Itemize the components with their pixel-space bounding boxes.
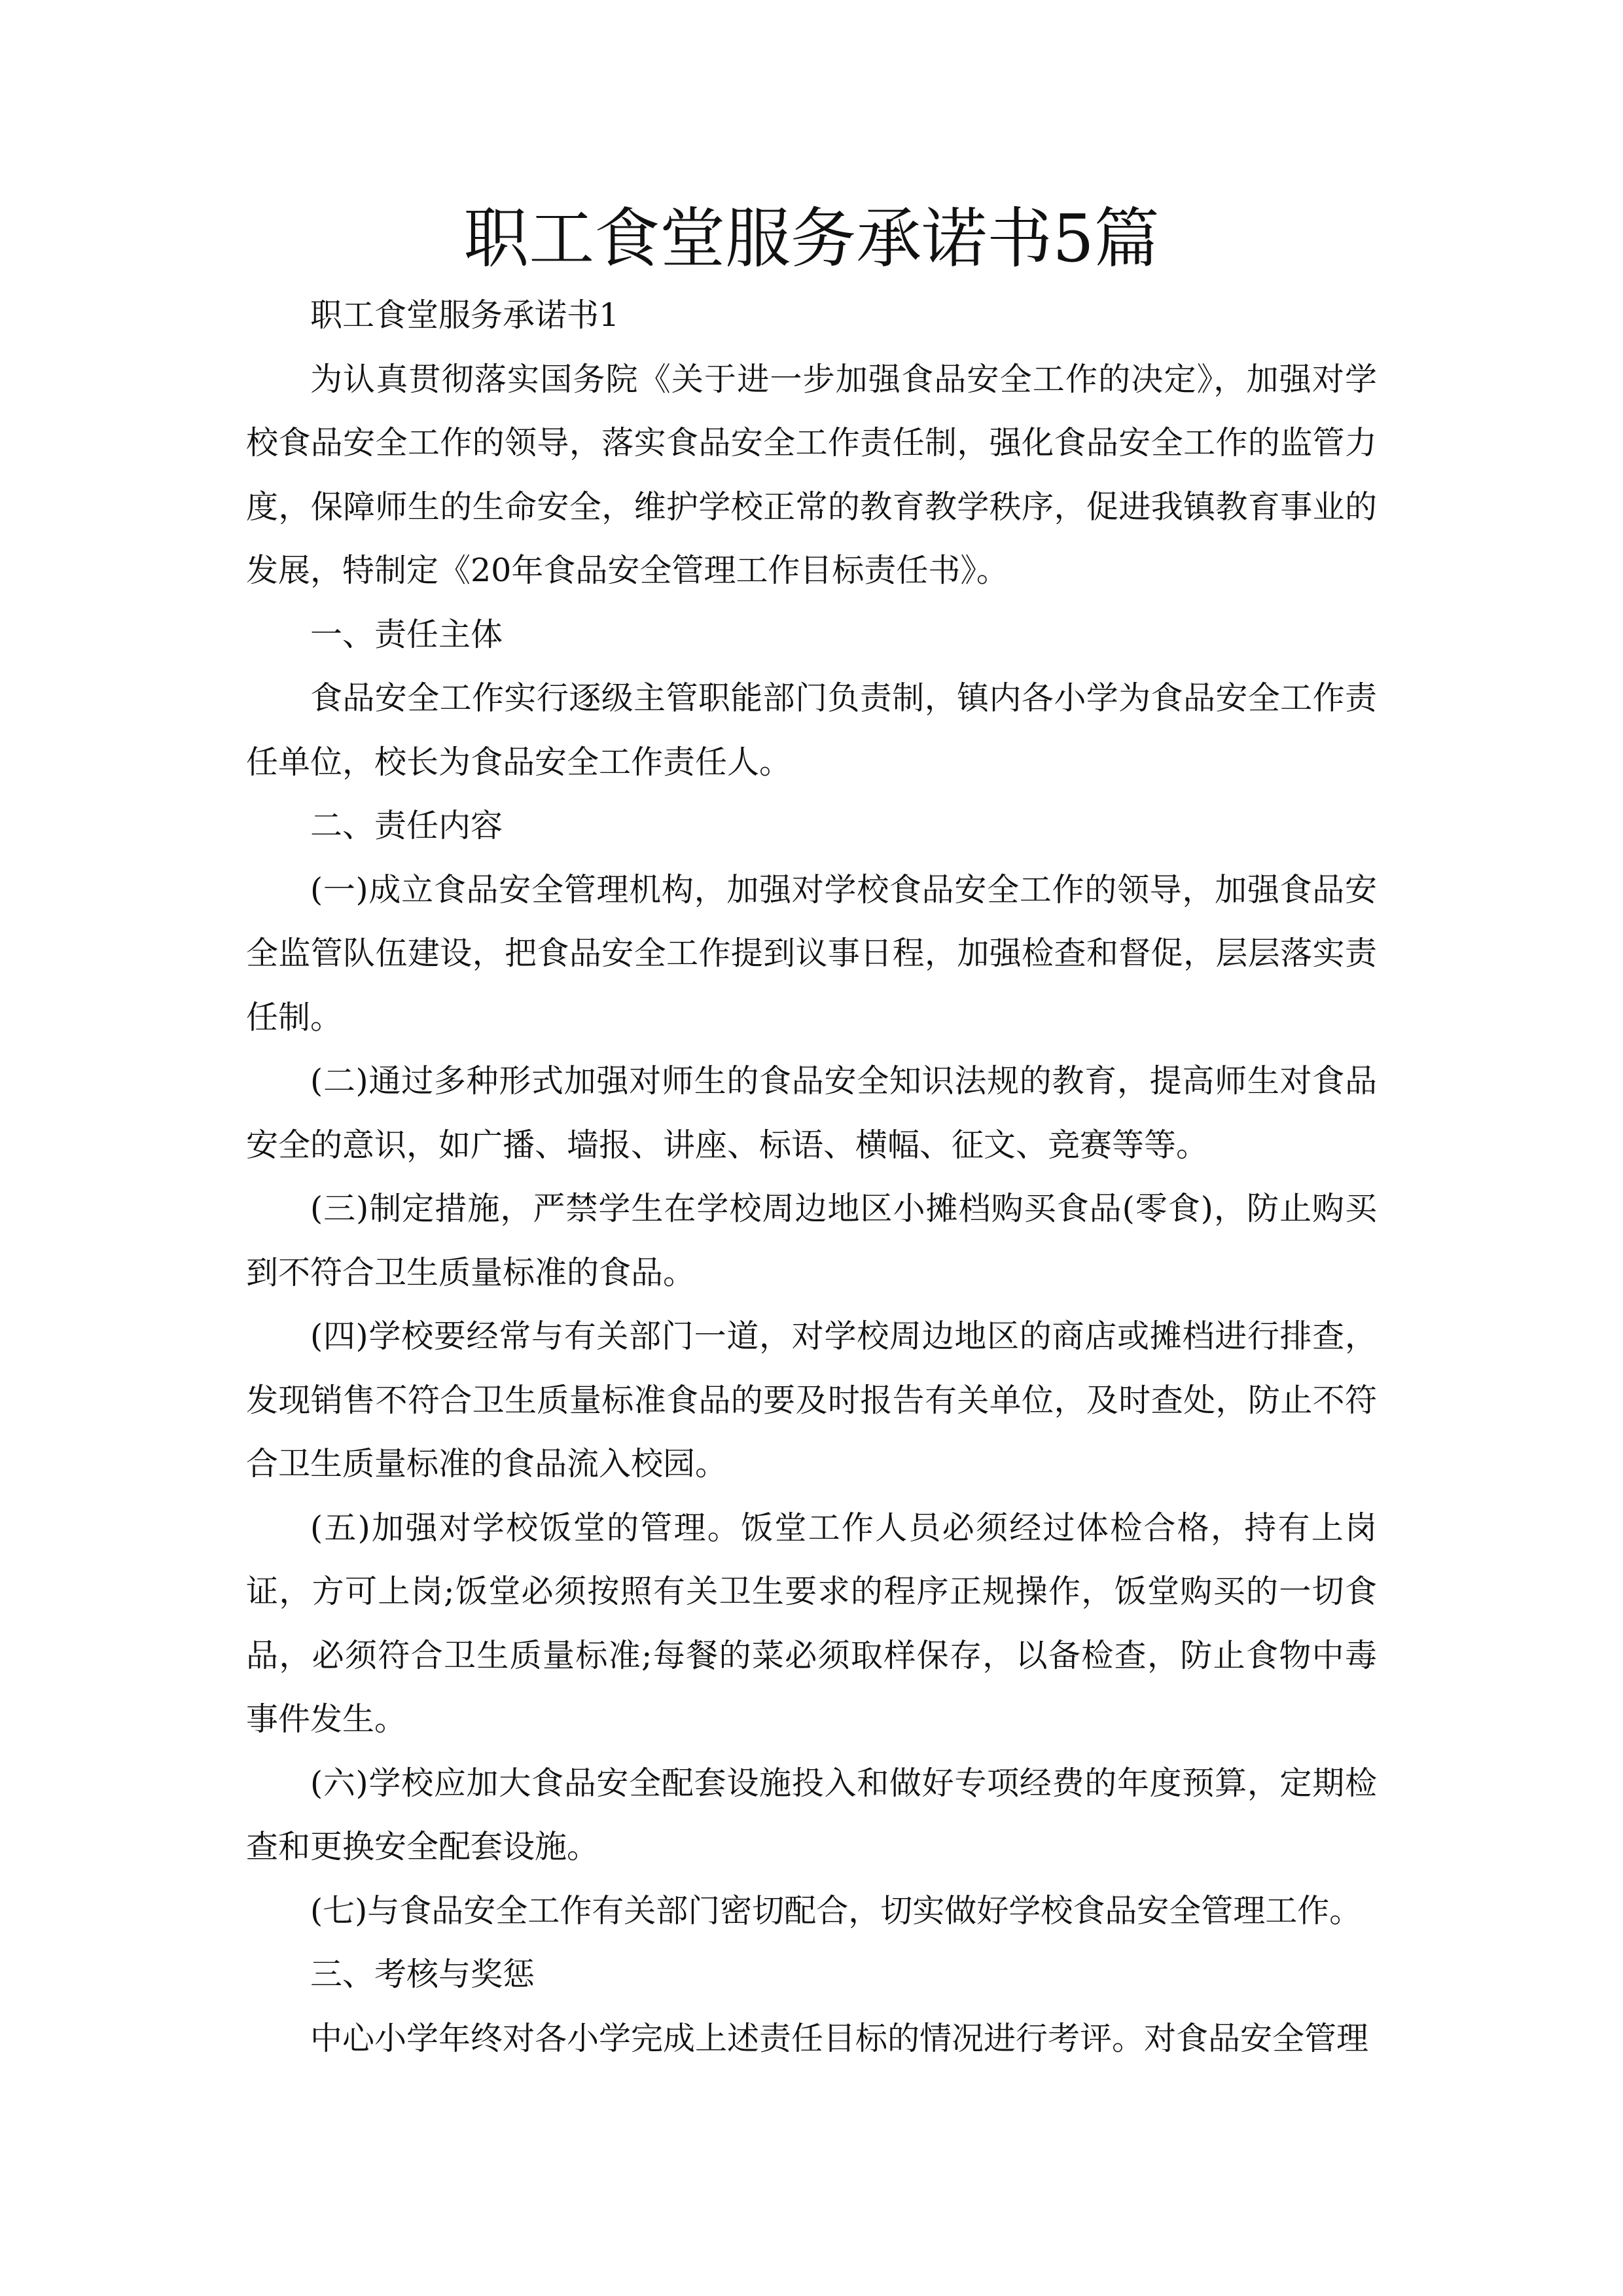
paragraph: 中心小学年终对各小学完成上述责任目标的情况进行考评。对食品安全管理 [310, 2019, 1369, 2057]
section-heading: 二、责任内容 [310, 807, 503, 844]
paragraph: (一)成立食品安全管理机构，加强对学校食品安全工作的领导，加强食品安全监管队伍建设，把食品安全工作提到议事日程，加强检查和督促，层层落实责任制。 [246, 870, 1377, 1036]
paragraph: (四)学校要经常与有关部门一道，对学校周边地区的商店或摊档进行排查，发现销售不符合卫生质量标准食品的要及时报告有关单位，及时查处，防止不符合卫生质量标准的食品流入校园。 [246, 1318, 1377, 1482]
paragraph: 食品安全工作实行逐级主管职能部门负责制，镇内各小学为食品安全工作责任单位，校长为食品安全工作责任人。 [246, 679, 1377, 781]
paragraph: 为认真贯彻落实国务院《关于进一步加强食品安全工作的决定》，加强对学校食品安全工作的领导，落实食品安全工作责任制，强化食品安全工作的监管力度，保障师生的生命安全，维护学校正常的教育教学秩序，促进我镇教育事业的发展，特制定《20年食品安全管理工作目标责任书》。 [246, 360, 1377, 589]
section-heading: 职工食堂服务承诺书1 [310, 296, 620, 334]
paragraph: (七)与食品安全工作有关部门密切配合，切实做好学校食品安全管理工作。 [310, 1892, 1362, 1929]
paragraph: (五)加强对学校饭堂的管理。饭堂工作人员必须经过体检合格，持有上岗证，方可上岗;饭堂必须按照有关卫生要求的程序正规操作，饭堂购买的一切食品，必须符合卫生质量标准;每餐的菜必须取样保存，以备检查，防止食物中毒事件发生。 [246, 1509, 1377, 1738]
section-heading: 一、责任主体 [310, 615, 503, 653]
document-body [246, 283, 1377, 2070]
section-heading: 三、考核与奖惩 [310, 1956, 535, 1993]
paragraph: (六)学校应加大食品安全配套设施投入和做好专项经费的年度预算，定期检查和更换安全配套设施。 [246, 1764, 1377, 1865]
paragraph: (二)通过多种形式加强对师生的食品安全知识法规的教育，提高师生对食品安全的意识，如广播、墙报、讲座、标语、横幅、征文、竞赛等等。 [246, 1062, 1377, 1164]
document-title: 职工食堂服务承诺书5篇 [463, 200, 1160, 277]
paragraph: (三)制定措施，严禁学生在学校周边地区小摊档购买食品(零食)，防止购买到不符合卫生质量标准的食品。 [246, 1190, 1377, 1291]
